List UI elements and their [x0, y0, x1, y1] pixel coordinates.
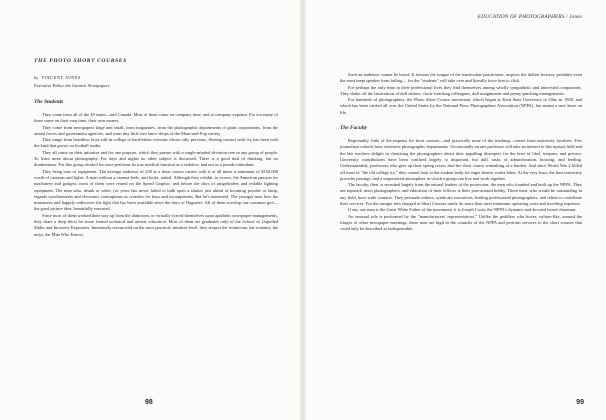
page-number: 99: [576, 399, 584, 406]
paragraph: Regrettably, little of the impetus for short courses—and practically none of the teaching—comes from university faculties. Few journalism schools have extensive photographic departments. Occasionally an arts professor will take an interest in this upstart field and the law teachers delight in chastising the photographers about their appalling disrespect for the laws of libel, trespass, and privacy. University contributions have been confined largely to important, but dull, tasks of administration, housing, and feeding. Understandably, professors who give up their spring recess find the short course something of a burden. And since World War 2 killed off most of "the old college try," they cannot look to the student body for eager beaver coolie labor. At the very least, the host university provides prestige, and a sequestered atmosphere in which a group can live and work together.: [340, 138, 582, 181]
paragraph: The faculty, then, is recruited largely from the natural leaders of the profession, the men who founded and built up the NPPA. They are topnotch news photographers, and education of their fellows is their year-around hobby. These men, who would be outstanding in any field, have wide contacts. They persuade editors, syndicate executives, leading professional photographers, and others to contribute their services. For the meager fees charged at Short Courses rarely do more than meet minimum operating costs and traveling expenses.: [340, 182, 582, 207]
paragraph: Since most of them worked their way up from the darkroom, or virtually forced themselves upon apathetic newspaper managements, they share a deep thirst for more formal technical and artistic education. Most of them are graduates only of the School of Unpulled Slides and Incorrect Exposures. Immensely resourceful on the most practical, intuitive level, they respect the technician, the scientist, the artist, the Man Who Knows.: [34, 212, 278, 237]
right-page: [306, 0, 606, 420]
paragraph: If any one man is the Great White Father of the movement, it is Joseph Costa, the NPPA's dynamic and devoted board chairman.: [348, 207, 577, 213]
section-heading-students: The Students: [34, 99, 64, 105]
author-name: VINCENT JONES: [41, 75, 81, 80]
page-number: 98: [145, 399, 153, 406]
paragraph: They range from beardless boys still in college to hard-bitten veterans whose only previous, fleeting contact with ivy has been with the kind that grows on football stadia.: [34, 137, 278, 149]
paragraph: Such an audience cannot be bored. It loosens the tongue of the inarticulate practitioner, inspires the dullest lecturer, prohibits even the most inept speaker from failing— for the "students" will take over and literally force him to click.: [340, 72, 582, 84]
left-page: [0, 0, 300, 420]
byline-prefix: by: [34, 75, 39, 80]
section-heading-faculty: The Faculty: [340, 125, 368, 132]
article-title: THE PHOTO SHORT COURSES: [34, 58, 127, 64]
paragraph: For hundreds of photographers, the Photo Short Course movement, which began at Kent State University in Ohio in 1938, and which has been carried all over the United States by the National Press Photographers Association (NPPA), has meant a new lease on life.: [340, 97, 582, 115]
running-head: EDUCATION OF PHOTOGRAPHERS / Jones: [477, 14, 582, 20]
paragraph: They bring tons of equipment. The average audience of 250 at a short course carries with it at all times a minimum of $150,000 worth of cameras and lights. A man without a camera feels, and looks, naked. Although they exhibit, to excess, the American passion for machinery and gadgets, most of them were reared on the Speed Graphic, and before the days of rangefinders and reliable lighting equipment. The man who, drunk or sober, (or years has never failed to bulb open a shutter just ahead of booming powder or lamp, regards synchronizers and electronic contraptions as crutches for boys and incompetents. But he's interested. The younger men love the miniatures and happily rediscover the light that has been available since the days of Daguerre. All of them worship one common god—the good picture idea, beautifully executed.: [34, 168, 278, 212]
author-affiliation: Executive Editor the Gannett Newspapers: [34, 83, 110, 88]
paragraph: An unusual role is performed by the "manufacturers' representatives." Unlike the peddlers who hover, vulture-like, around the fringes of other newspaper meetings, these men are high in the councils of the NPPA and perform services to the short courses that could only be described as indispensable.: [340, 213, 582, 232]
paragraph: For perhaps the only time in their professional lives they find themselves among wholly sympathetic and interested companions. They shake off the frustrations of dull editors, clock-watching colleagues, dull assignments and penny-pinching managements.: [340, 84, 582, 96]
paragraph: They come from all of the 48 states—and Canada. Most of them come on company time, and at company expense. Far too many of them come on their own time, their own money.: [34, 112, 278, 124]
right-column: [340, 72, 582, 233]
paragraph: They come from newspapers large and small, from magazines, from the photographic departments of giant corporations, from the armed forces and government agencies, and from tiny little free lance shops of the Mom-and-Pop variety.: [34, 124, 278, 136]
left-column: [34, 58, 278, 238]
paragraph: They all come on their initiative and for one purpose, which they pursue with a single-minded devotion rare in any group of people: To learn more about photography. For days and nights no other subject is discussed. There is a good deal of drinking, but no drunkenness. For this group alcohol for once performs its true medical function as a sedative, and not as a pseudo-stimulant.: [34, 149, 278, 168]
byline: [34, 75, 278, 80]
